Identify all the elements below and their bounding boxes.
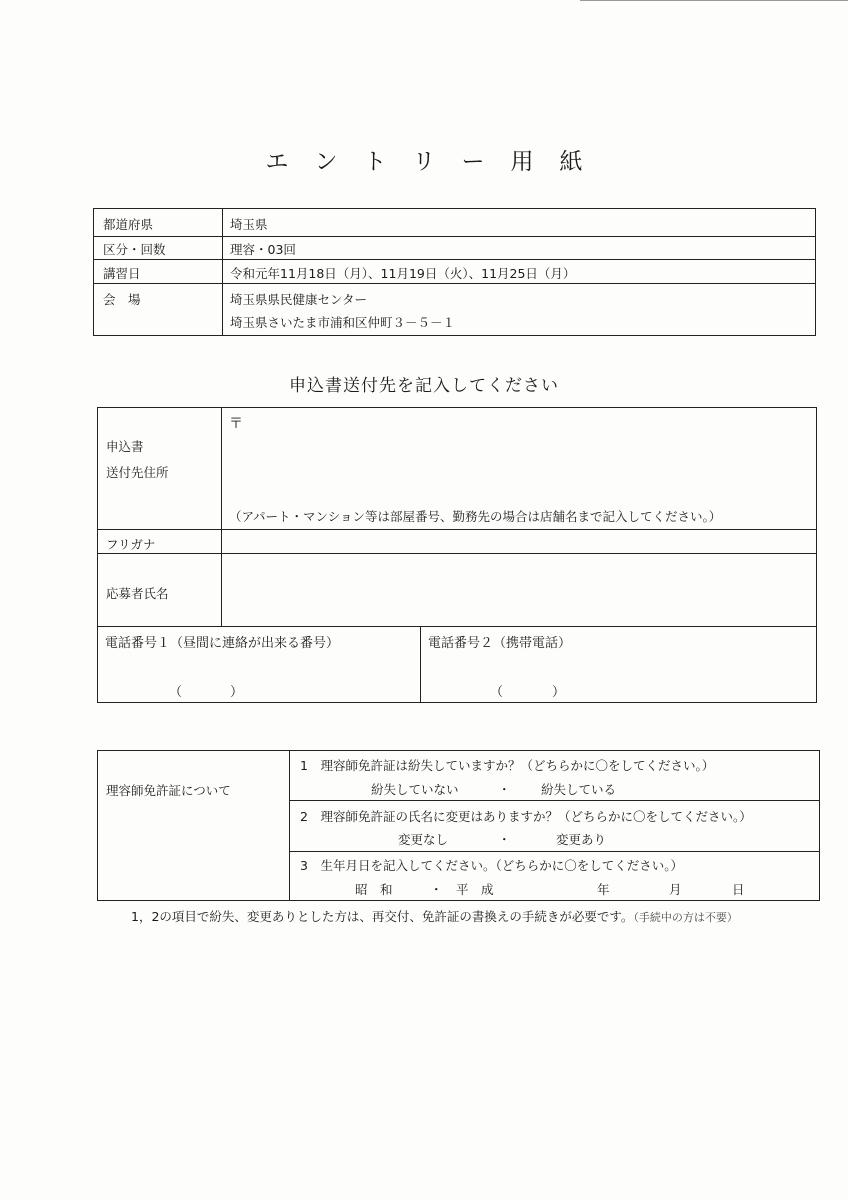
page-title: エントリー用紙 xyxy=(265,149,609,175)
q2-separator: ・ xyxy=(498,832,511,847)
furigana-bottom-line xyxy=(97,553,817,554)
phone-divider xyxy=(420,626,421,703)
q3-era-showa[interactable]: 昭 和 xyxy=(355,882,393,897)
prefecture-value: 埼玉県 xyxy=(230,217,268,232)
furigana-label: フリガナ xyxy=(106,537,156,552)
phone2-input-area[interactable] xyxy=(506,678,552,698)
q2-option-no-change[interactable]: 変更なし xyxy=(398,832,449,847)
license-row-line-2 xyxy=(289,851,820,852)
license-label-divider xyxy=(289,750,290,901)
license-q2: 2 理容師免許証の氏名に変更はありますか？（どちらかに〇をしてください。） xyxy=(300,809,752,824)
q3-day-input[interactable] xyxy=(687,877,727,897)
application-heading: 申込書送付先を記入してください xyxy=(289,376,559,396)
q1-option-not-lost[interactable]: 紛失していない xyxy=(371,782,459,797)
phone2-label: 電話番号２（携帯電話） xyxy=(428,636,572,651)
scan-edge xyxy=(580,0,848,1)
q3-year-input[interactable] xyxy=(520,877,592,897)
name-input-area[interactable] xyxy=(223,556,815,624)
furigana-input-area[interactable] xyxy=(223,531,815,552)
name-bottom-line xyxy=(97,626,817,627)
q3-separator: ・ xyxy=(430,882,443,897)
license-q1: 1 理容師免許証は紛失していますか？（どちらかに〇をしてください。） xyxy=(300,758,715,773)
venue-label: 会 場 xyxy=(103,292,141,307)
info-row-line-1 xyxy=(93,236,816,237)
address-note: （アパート・マンション等は部屋番号、勤務先の場合は店舗名まで記入してください。） xyxy=(229,509,722,524)
phone1-paren-close: ） xyxy=(230,685,244,700)
address-input-area[interactable] xyxy=(223,426,815,506)
q3-month-input[interactable] xyxy=(615,877,665,897)
address-bottom-line xyxy=(97,529,817,530)
license-q3: 3 生年月日を記入してください。（どちらかに〇をしてください。） xyxy=(300,858,683,873)
q3-era-heisei[interactable]: 平 成 xyxy=(456,882,494,897)
license-label: 理容師免許証について xyxy=(106,783,231,798)
phone1-label: 電話番号１（昼間に連絡が出来る番号） xyxy=(105,636,340,651)
license-footnote-text: 1，2の項目で紛失、変更ありとした方は、再交付、免許証の書換えの手続きが必要です。 xyxy=(131,909,634,924)
q3-day-label: 日 xyxy=(732,882,745,897)
q1-option-lost[interactable]: 紛失している xyxy=(541,782,617,797)
date-value: 令和元年11月18日（月）、11月19日（火）、11月25日（月） xyxy=(230,266,576,281)
q1-separator: ・ xyxy=(498,782,511,797)
info-row-line-2 xyxy=(93,259,816,260)
address-label-line2: 送付先住所 xyxy=(106,465,169,480)
prefecture-label: 都道府県 xyxy=(103,217,154,232)
license-row-line-1 xyxy=(289,800,820,801)
venue-name: 埼玉県県民健康センター xyxy=(230,292,368,307)
q3-year-label: 年 xyxy=(597,882,610,897)
phone2-paren-open: （ xyxy=(490,685,504,700)
phone1-paren-open: （ xyxy=(169,685,183,700)
address-label-line1: 申込書 xyxy=(106,439,144,454)
venue-address: 埼玉県さいたま市浦和区仲町３－５－１ xyxy=(230,315,456,330)
phone1-input-area[interactable] xyxy=(185,678,231,698)
q3-month-label: 月 xyxy=(669,882,682,897)
postal-mark: 〒 xyxy=(229,416,243,432)
application-label-divider xyxy=(221,407,222,626)
info-table-divider xyxy=(222,208,223,336)
category-label: 区分・回数 xyxy=(103,242,166,257)
category-value: 理容・03回 xyxy=(230,242,296,257)
name-label: 応募者氏名 xyxy=(106,586,169,601)
info-row-line-3 xyxy=(93,283,816,284)
license-footnote xyxy=(131,907,738,925)
date-label: 講習日 xyxy=(103,266,141,281)
q2-option-changed[interactable]: 変更あり xyxy=(556,832,607,847)
phone2-paren-close: ） xyxy=(552,685,566,700)
license-footnote-small: （手続中の方は不要） xyxy=(633,911,738,924)
